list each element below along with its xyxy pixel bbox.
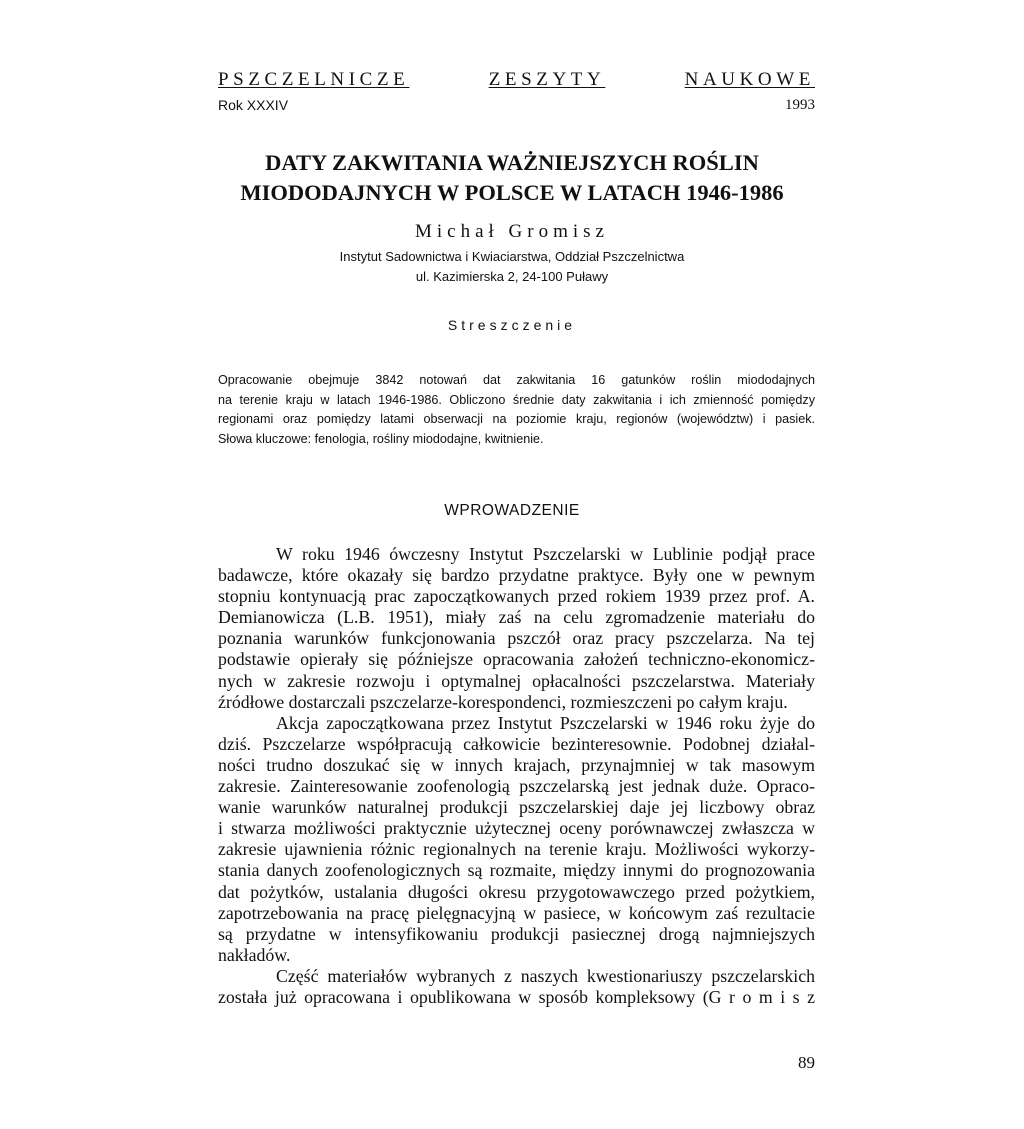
- journal-title: [218, 70, 815, 89]
- section-heading: WPROWADZENIE: [444, 502, 580, 519]
- abstract-line: regionami oraz pomiędzy latami obserwacji na poziomie kraju, regionów (województw) i pasiek.: [218, 412, 815, 426]
- article-title: [150, 148, 874, 208]
- page-number: 89: [798, 1053, 815, 1072]
- journal-volume: Rok XXXIV: [218, 97, 289, 113]
- journal-title-word-2: ZESZYTY: [488, 69, 606, 90]
- article-author: Michał Gromisz: [414, 221, 609, 242]
- affiliation-line-1: Instytut Sadownictwa i Kwiaciarstwa, Oddział Pszczelnictwa: [339, 249, 685, 264]
- journal-title-word-3: NAUKOWE: [684, 69, 815, 90]
- article-title-line-1: DATY ZAKWITANIA WAŻNIEJSZYCH ROŚLIN: [265, 150, 759, 175]
- body-line: badawcze, które okazały się bardzo przydatne praktyce. Były one w pewnym: [218, 565, 815, 586]
- abstract-heading: Streszczenie: [447, 317, 577, 333]
- body-line: Demianowicza (L.B. 1951), miały zaś na celu zgromadzenie materiału do: [218, 607, 815, 628]
- body-line: nakładów.: [218, 944, 291, 965]
- body-line: zapotrzebowania na pracę pielęgnacyjną w pasiece, w końcowym zaś rezultacie: [218, 902, 815, 923]
- author-affiliation: [150, 247, 874, 287]
- abstract-text: [218, 371, 815, 449]
- body-line: są przydatne w intensyfikowaniu produkcji pasiecznej drogą najmniejszych: [218, 923, 815, 944]
- body-line: nych w zakresie rozwoju i optymalnej opłacalności pszczelarstwa. Materiały: [218, 670, 815, 691]
- article-title-line-2: MIODODAJNYCH W POLSCE W LATACH 1946-1986: [240, 180, 784, 205]
- body-line: stania danych zoofenologicznych są rozmaite, między innymi do prognozowania: [218, 860, 815, 881]
- section-body: [218, 544, 815, 1008]
- journal-header-line: [218, 98, 815, 113]
- body-line: została już opracowana i opublikowana w sposób kompleksowy (G r o m i s z: [218, 986, 815, 1007]
- body-line: wanie warunków naturalnej produkcji pszczelarskiej daje jej liczbowy obraz: [218, 797, 815, 818]
- body-line: ności trudno doszukać się w innych krajach, przynajmniej w tak masowym: [218, 754, 815, 775]
- abstract-line: Opracowanie obejmuje 3842 notowań dat zakwitania 16 gatunków roślin miododajnych: [218, 373, 815, 387]
- body-line: poznania warunków funkcjonowania pszczół oraz pracy pszczelarza. Na tej: [218, 628, 815, 649]
- body-line: źródłowe dostarczali pszczelarze-korespondenci, rozmieszczeni po całym kraju.: [218, 691, 788, 712]
- abstract-keywords: Słowa kluczowe: fenologia, rośliny miododajne, kwitnienie.: [218, 431, 544, 446]
- abstract-line: na terenie kraju w latach 1946-1986. Obliczono średnie daty zakwitania i ich zmienność pomiędzy: [218, 392, 815, 407]
- body-line: zakresie ujawnienia różnic regionalnych na terenie kraju. Możliwości wykorzy-: [218, 839, 815, 860]
- body-line: i stwarza możliwości praktycznie użytecznej oceny porównawczej zwłaszcza w: [218, 818, 815, 839]
- body-line: stopniu kontynuacją prac zapoczątkowanych przed rokiem 1939 przez prof. A.: [218, 586, 815, 607]
- body-line: Akcja zapoczątkowana przez Instytut Pszczelarski w 1946 roku żyje do: [276, 712, 815, 733]
- journal-title-word-1: PSZCZELNICZE: [218, 69, 410, 90]
- body-line: Część materiałów wybranych z naszych kwestionariuszy pszczelarskich: [276, 965, 815, 986]
- body-line: podstawie opierały się późniejsze opracowania założeń techniczno-ekonomicz-: [218, 649, 815, 670]
- body-line: dziś. Pszczelarze współpracują całkowicie bezinteresownie. Podobnej działal-: [218, 733, 815, 754]
- body-line: dat pożytków, ustalania długości okresu przygotowawczego przed pożytkiem,: [218, 881, 815, 902]
- journal-year: 1993: [785, 97, 815, 113]
- body-line: W roku 1946 ówczesny Instytut Pszczelarski w Lublinie podjął prace: [276, 544, 815, 564]
- affiliation-line-2: ul. Kazimierska 2, 24-100 Puławy: [415, 269, 609, 284]
- body-line: zakresie. Zainteresowanie zoofenologią pszczelarską jest jednak duże. Opraco-: [218, 776, 815, 797]
